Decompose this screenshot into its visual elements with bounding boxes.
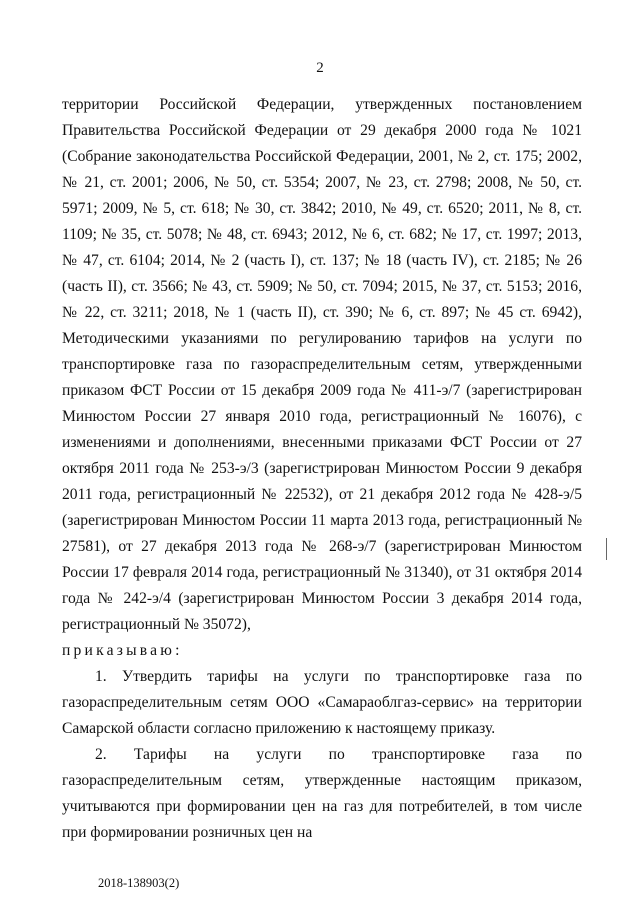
paragraph-item-2: 2. Тарифы на услуги по транспортировке газа по газораспределительным сетям, утвержденные настоящим приказом, учитываются при формировании цен на газ для потребителей, в том числе при формировании розничных цен на xyxy=(62,746,582,841)
paragraph-item-1: 1. Утвердить тарифы на услуги по транспортировке газа по газораспределительным сетям ООО «Самараоблгаз-сервис» на территории Самарской области согласно приложению к настоящему приказу. xyxy=(62,668,582,737)
page-number: 2 xyxy=(316,60,324,76)
margin-mark xyxy=(606,538,607,560)
paragraph-legal-basis: территории Российской Федерации, утвержденных постановлением Правительства Российской Федерации от 29 декабря 2000 года № 1021 (Собрание законодательства Российской Федерации, 2001, № 2, ст. 175; 2002, № 21, ст. 2001; 2006, № 50, ст. 5354; 2007, № 23, ст. 2798; 2008, № 50, ст. 5971; 2009, № 5, ст. 618; № 30, ст. 3842; 2010, № 49, ст. 6520; 2011, № 8, ст. 1109; № 35, ст. 5078; № 48, ст. 6943; 2012, № 6, ст. 682; № 17, ст. 1997; 2013, № 47, ст. 6104; 2014, № 2 (часть I), ст. 137; № 18 (часть IV), ст. 2185; № 26 (часть II), ст. 3566; № 43, ст. 5909; № 50, ст. 7094; 2015, № 37, ст. 5153; 2016, № 22, ст. 3211; 2018, № 1 (часть II), ст. 390; № 6, ст. 897; № 45 ст. 6942), Методическими указаниями по регулированию тарифов на услуги по транспортировке газа по газораспределительным сетям, утвержденными приказом ФСТ России от 15 декабря 2009 года № 411-э/7 (зарегистрирован Минюстом России 27 января 2010 года, регистрационный № 16076), с изменениями и дополнениями, внесенными приказами ФСТ России от 27 октября 2011 года № 253-э/3 (зарегистрирован Минюстом России 9 декабря 2011 года, регистрационный № 22532), от 21 декабря 2012 года № 428-э/5 (зарегистрирован Минюстом России 11 марта 2013 года, регистрационный № 27581), от 27 декабря 2013 года № 268-э/7 (зарегистрирован Минюстом России 17 февраля 2014 года, регистрационный № 31340), от 31 октября 2014 года № 242-э/4 (зарегистрирован Минюстом России 3 декабря 2014 года, регистрационный № 35072), xyxy=(62,96,582,633)
document-code: 2018-138903(2) xyxy=(98,876,180,890)
order-keyword: приказываю: xyxy=(62,642,183,659)
document-body xyxy=(62,92,582,846)
